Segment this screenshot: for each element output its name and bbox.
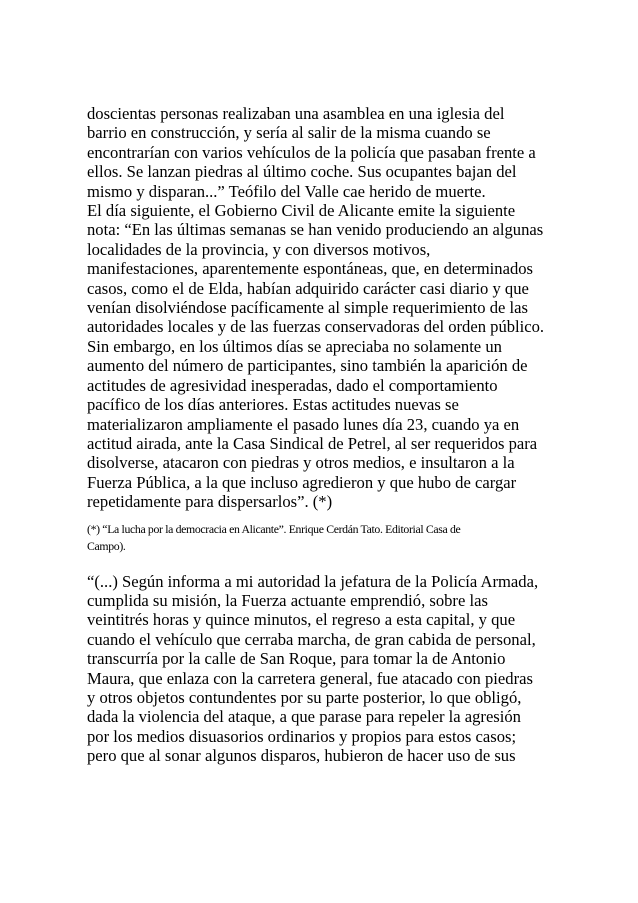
text-line: por los medios disuasorios ordinarios y propios para estos casos; [87, 726, 517, 746]
text-line: venían disolviéndose pacíficamente al simple requerimiento de las [87, 298, 528, 318]
text-line: actitudes de agresividad inesperadas, dado el comportamiento [87, 375, 498, 395]
text-line: doscientas personas realizaban una asamblea en una iglesia del [87, 104, 505, 123]
text-line: disolverse, atacaron con piedras y otros medios, e insultaron a la [87, 453, 515, 473]
text-line: Maura, que enlaza con la carretera general, fue atacado con piedras [87, 668, 533, 688]
text-line: mismo y disparan...” Teófilo del Valle cae herido de muerte. [87, 181, 486, 201]
text-line: transcurría por la calle de San Roque, para tomar la de Antonio [87, 649, 506, 669]
text-line: materializaron ampliamente el pasado lunes día 23, cuando ya en [87, 414, 520, 434]
text-line: barrio en construcción, y sería al salir de la misma cuando se [87, 123, 491, 143]
text-line: encontrarían con varios vehículos de la policía que pasaban frente a [87, 142, 536, 162]
text-line: localidades de la provincia, y con diversos motivos, [87, 239, 431, 259]
text-line: pero que al sonar algunos disparos, hubieron de hacer uso de sus [87, 746, 516, 766]
text-line: cumplida su misión, la Fuerza actuante emprendió, sobre las [87, 590, 488, 610]
footnote [87, 521, 547, 555]
paragraph-gobierno-civil-note [87, 201, 547, 512]
footnote-line: (*) “La lucha por la democracia en Alicante”. Enrique Cerdán Tato. Editorial Casa de [87, 521, 461, 536]
text-line: dada la violencia del ataque, a que parase para repeler la agresión [87, 707, 521, 727]
document-page [87, 104, 547, 766]
text-line: casos, como el de Elda, habían adquirido carácter casi diario y que [87, 278, 529, 298]
paragraph-police-report [87, 572, 547, 766]
text-line: Sin embargo, en los últimos días se apreciaba no solamente un [87, 336, 502, 356]
text-line: repetidamente para dispersarlos”. (*) [87, 492, 333, 512]
footnote-line: Campo). [87, 538, 126, 553]
paragraph-account [87, 104, 547, 201]
text-line: autoridades locales y de las fuerzas conservadoras del orden público. [87, 317, 545, 337]
text-line: manifestaciones, aparentemente espontáneas, que, en determinados [87, 259, 534, 279]
text-line: pacífico de los días anteriores. Estas actitudes nuevas se [87, 395, 459, 415]
text-line: veintitrés horas y quince minutos, el regreso a esta capital, y que [87, 610, 516, 630]
text-line: y otros objetos contundentes por su parte posterior, lo que obligó, [87, 687, 522, 707]
text-line: nota: “En las últimas semanas se han venido produciendo an algunas [87, 220, 544, 240]
text-line: Fuerza Pública, a la que incluso agredieron y que hubo de cargar [87, 472, 517, 492]
text-line: cuando el vehículo que cerraba marcha, de gran cabida de personal, [87, 629, 536, 649]
text-line: actitud airada, ante la Casa Sindical de Petrel, al ser requeridos para [87, 433, 538, 453]
text-line: ellos. Se lanzan piedras al último coche. Sus ocupantes bajan del [87, 162, 517, 182]
text-line: aumento del número de participantes, sino también la aparición de [87, 356, 528, 376]
text-line: “(...) Según informa a mi autoridad la jefatura de la Policía Armada, [87, 571, 539, 591]
text-line: El día siguiente, el Gobierno Civil de Alicante emite la siguiente [87, 201, 516, 221]
